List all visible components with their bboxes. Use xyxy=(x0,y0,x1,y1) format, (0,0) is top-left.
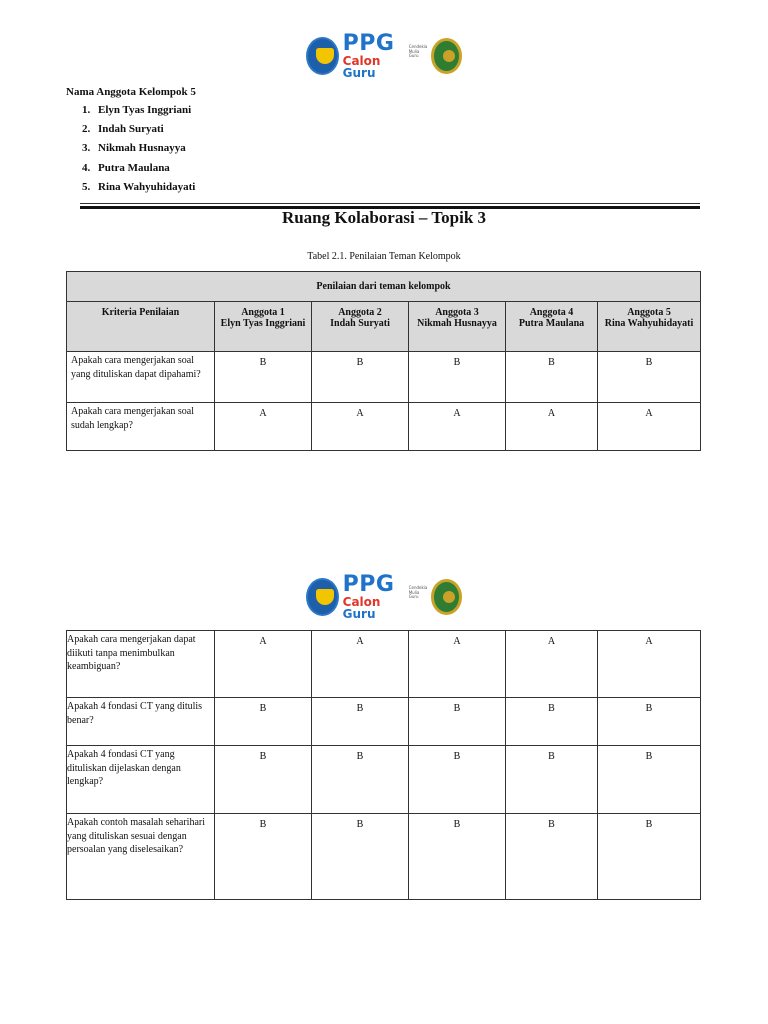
tut-wuri-emblem-icon xyxy=(306,37,339,75)
list-item: 5. Rina Wahyuhidayati xyxy=(82,180,196,193)
table-row: Apakah contoh masalah seharihari yang dituliskan sesuai dengan persoalan yang diselesaikan? B B B B B xyxy=(67,814,701,900)
table-row: Apakah 4 fondasi CT yang dituliskan dijelaskan dengan lengkap? B B B B B xyxy=(67,746,701,814)
column-header: Anggota 1 Elyn Tyas Inggriani xyxy=(215,302,312,352)
list-item: 2. Indah Suryati xyxy=(82,123,164,136)
assessment-table xyxy=(66,271,701,451)
university-seal-icon xyxy=(431,579,462,615)
university-seal-icon xyxy=(431,38,462,74)
table-row: Apakah cara mengerjakan soal yang dituliskan dapat dipahami? B B B B B xyxy=(67,352,701,403)
table-row: Apakah 4 fondasi CT yang ditulis benar? B B B B B xyxy=(67,698,701,746)
logo-tagline: Cendekia Mulia Guru xyxy=(408,584,428,600)
group-members xyxy=(66,86,196,200)
group-header: Penilaian dari teman kelompok xyxy=(67,272,701,302)
ppg-wordmark: PPG Calon Guru xyxy=(342,572,395,621)
column-header: Anggota 4 Putra Maulana xyxy=(506,302,598,352)
table-caption: Tabel 2.1. Penilaian Teman Kelompok xyxy=(307,251,461,262)
group-heading: Nama Anggota Kelompok 5 xyxy=(66,86,196,98)
table-row: Apakah cara mengerjakan soal sudah lengkap? A A A A A xyxy=(67,403,701,451)
criteria-header: Kriteria Penilaian xyxy=(67,302,215,352)
column-header: Anggota 2 Indah Suryati xyxy=(312,302,409,352)
page-title: Ruang Kolaborasi – Topik 3 xyxy=(281,208,487,227)
column-header: Anggota 3 Nikmah Husnayya xyxy=(409,302,506,352)
assessment-table-continued xyxy=(66,630,701,900)
column-header: Anggota 5 Rina Wahyuhidayati xyxy=(598,302,701,352)
list-item: 1. Elyn Tyas Inggriani xyxy=(82,104,192,116)
logo-tagline: Cendekia Mulia Guru xyxy=(408,43,428,59)
ppg-logo xyxy=(306,31,462,81)
divider xyxy=(80,203,700,204)
ppg-wordmark: PPG Calon Guru xyxy=(342,31,395,80)
table-row: Apakah cara mengerjakan dapat diikuti tanpa menimbulkan keambiguan? A A A A A xyxy=(67,631,701,698)
tut-wuri-emblem-icon xyxy=(306,578,339,616)
member-list xyxy=(66,104,196,200)
list-item: 4. Putra Maulana xyxy=(82,161,170,174)
list-item: 3. Nikmah Husnayya xyxy=(82,142,186,155)
ppg-logo xyxy=(306,572,462,622)
